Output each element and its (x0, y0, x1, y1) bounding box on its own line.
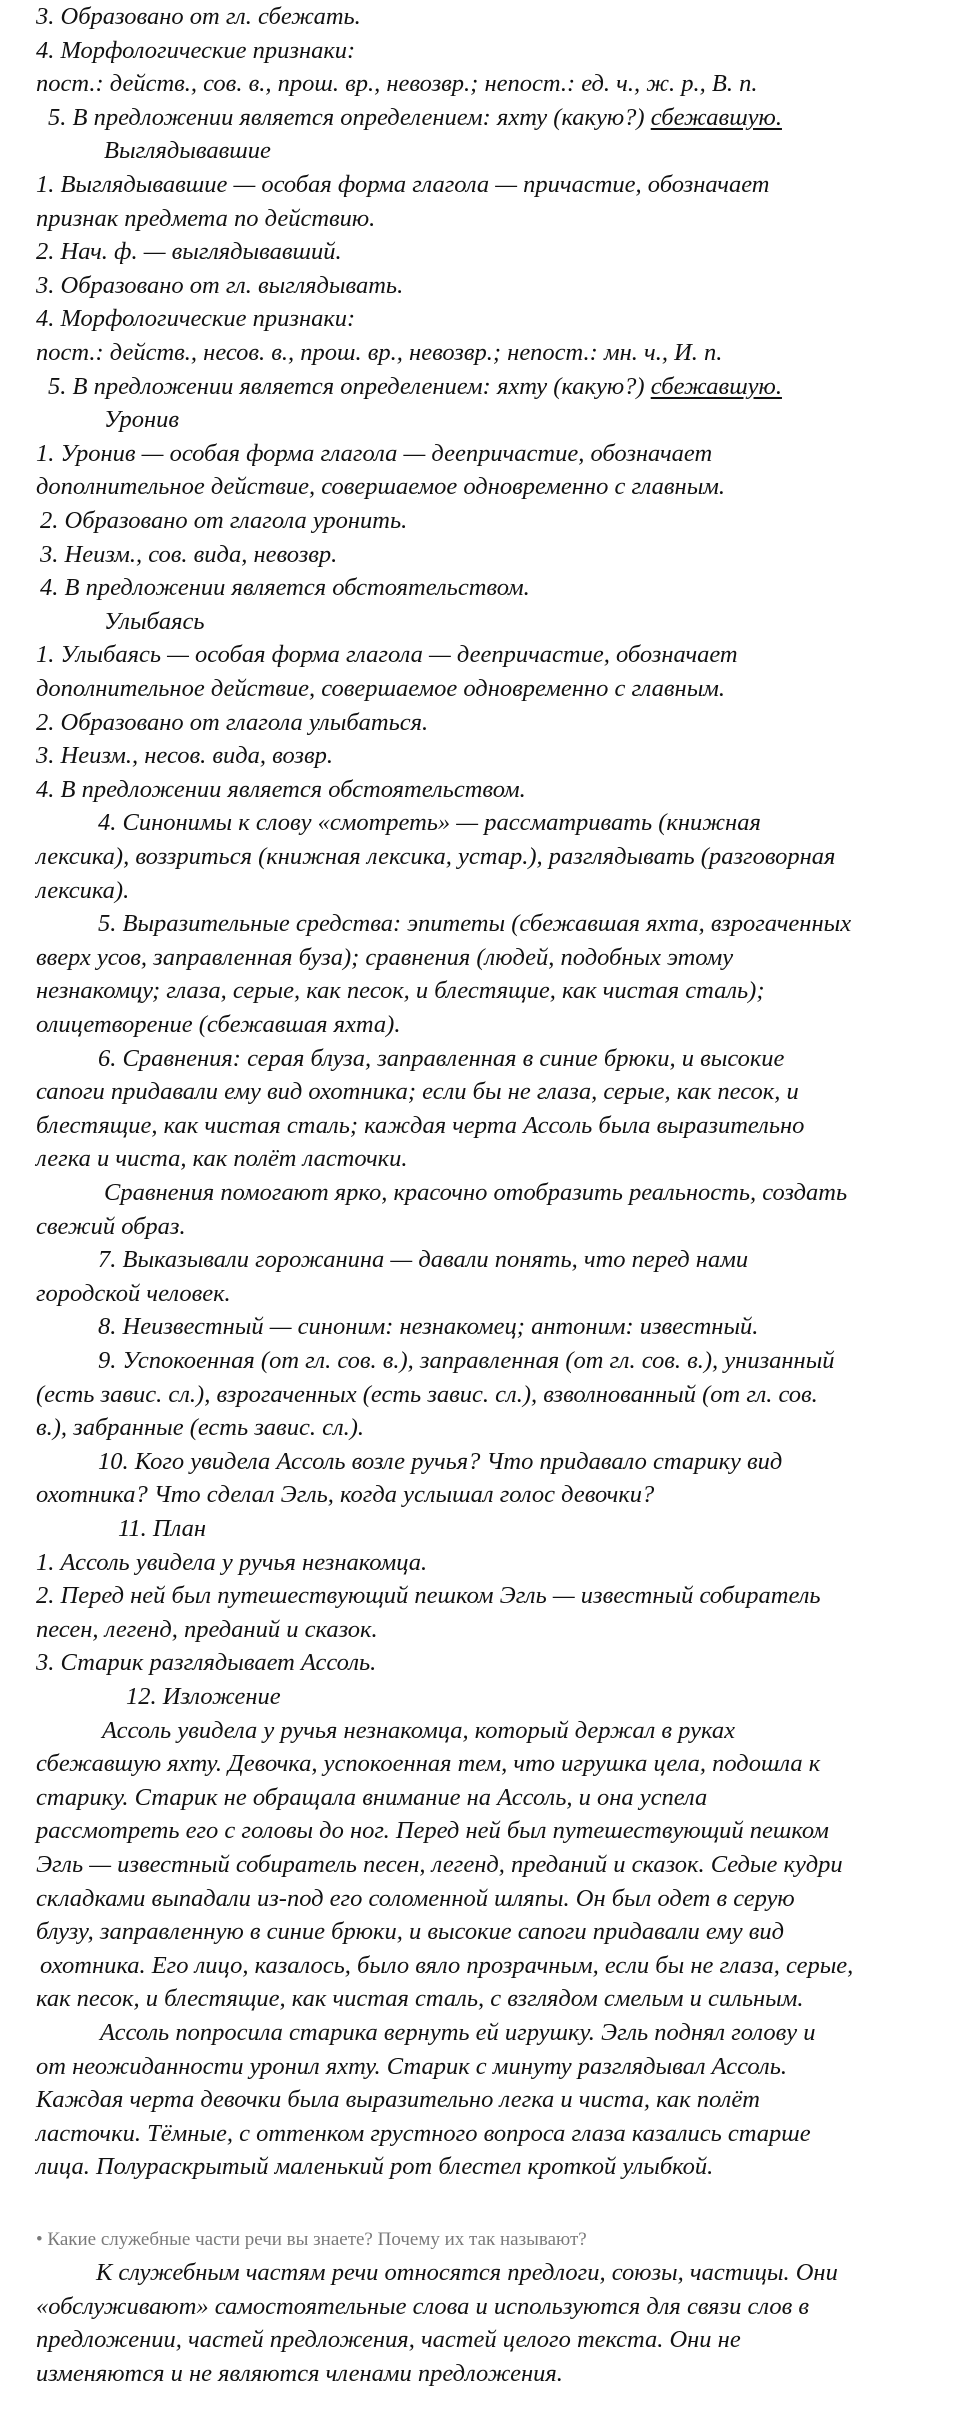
line-text: 7. Выказывали горожанина — давали понять, что перед нами (98, 1246, 749, 1274)
line-text: 4. В предложении является обстоятельством. (36, 775, 526, 803)
text-line (36, 0, 361, 34)
text-line (36, 1982, 804, 2016)
line-text: от неожиданности уронил яхту. Старик с минуту разглядывал Ассоль. (36, 2052, 788, 2080)
line-text: дополнительное действие, совершаемое одновременно с главным. (36, 675, 726, 702)
text-line (36, 773, 526, 807)
line-text: 4. Морфологические признаки: (36, 36, 356, 64)
text-line (40, 571, 530, 605)
text-line (36, 1478, 654, 1512)
text-line (36, 840, 835, 874)
text-line (36, 1848, 843, 1882)
line-text: Каждая черта девочки была выразительно легка и чиста, как полёт (36, 2086, 760, 2114)
line-text: 2. Нач. ф. — выглядывавший. (36, 238, 342, 266)
line-text: 6. Сравнения: серая блуза, заправленная в синие брюки, и высокие (98, 1044, 785, 1072)
line-text: в.), забранные (есть завис. сл.). (36, 1414, 365, 1442)
line-text: «обслуживают» самостоятельные слова и используются для связи слов в (36, 2292, 809, 2320)
line-text: (есть завис. сл.), взрогаченных (есть завис. сл.), взволнованный (от гл. сов. (36, 1380, 818, 1408)
text-line (36, 1747, 820, 1781)
text-line (104, 134, 271, 168)
line-text: 2. Образовано от глагола уронить. (40, 507, 408, 534)
text-line (126, 1680, 281, 1714)
line-text: Ассоль попросила старика вернуть ей игрушку. Эгль поднял голову и (100, 2019, 816, 2046)
line-text: легка и чиста, как полёт ласточки. (36, 1145, 408, 1173)
line-text: складками выпадали из-под его соломенной шляпы. Он был одет в серую (36, 1884, 795, 1912)
text-line (36, 2323, 741, 2357)
text-line (36, 2083, 760, 2117)
line-text: незнакомцу; глаза, серые, как песок, и блестящие, как чистая сталь); (36, 977, 765, 1005)
text-line (36, 470, 725, 504)
line-text: 4. Синонимы к слову «смотреть» — рассматривать (книжная (98, 809, 761, 837)
line-text: 2. Образовано от глагола улыбаться. (36, 708, 429, 736)
line-text: 4. В предложении является обстоятельством. (40, 574, 530, 602)
text-line (36, 269, 403, 303)
line-text: Уронив (104, 406, 180, 434)
line-text: признак предмета по действию. (36, 204, 376, 232)
line-text: пост.: действ., несов. в., прош. вр., невозвр.; непост.: мн. ч., И. п. (36, 339, 723, 366)
text-line (36, 1646, 376, 1680)
text-line (40, 1949, 853, 1983)
text-line (36, 1210, 186, 1244)
text-line (36, 336, 722, 370)
text-line (36, 437, 712, 471)
line-text: Улыбаясь (104, 607, 205, 635)
text-line (36, 2357, 563, 2391)
text-line (36, 1378, 818, 1412)
line-text: песен, легенд, преданий и сказок. (36, 1615, 378, 1643)
line-text: старику. Старик не обращала внимание на Ассоль, и она успела (36, 1783, 708, 1811)
line-text: городской человек. (36, 1279, 231, 1307)
text-line (104, 403, 179, 437)
line-text: 3. Образовано от гл. сбежать. (36, 3, 361, 30)
line-text: Ассоль увидела у ручья незнакомца, который держал в руках (102, 1716, 735, 1744)
line-text: 3. Неизм., сов. вида, невозвр. (40, 540, 338, 568)
text-line (36, 235, 342, 269)
line-text: свежий образ. (36, 1212, 186, 1240)
line-text: лексика), воззриться (книжная лексика, устар.), разглядывать (разговорная (36, 843, 836, 870)
text-line (40, 504, 407, 538)
line-text: олицетворение (сбежавшая яхта). (36, 1011, 401, 1038)
text-line (36, 1277, 231, 1311)
line-text: лексика). (36, 876, 130, 904)
text-line (36, 941, 733, 975)
line-text: 3. Образовано от гл. выглядывать. (36, 271, 404, 299)
text-line (36, 2290, 809, 2324)
text-line (36, 1781, 707, 1815)
text-line (98, 1310, 758, 1344)
line-text: как песок, и блестящие, как чистая сталь, с взглядом смелым и сильным. (36, 1985, 804, 2013)
text-line (36, 874, 129, 908)
line-text: ласточки. Тёмные, с оттенком грустного вопроса глаза казались старше (36, 2119, 811, 2147)
text-line (98, 1042, 784, 1076)
text-line (100, 2016, 816, 2050)
line-text: рассмотреть его с головы до ног. Перед ней был путешествующий пешком (36, 1817, 829, 1845)
text-line (98, 1344, 835, 1378)
line-text: 2. Перед ней был путешествующий пешком Эгль — известный собиратель (36, 1582, 821, 1610)
text-line (36, 1008, 400, 1042)
line-text: 12. Изложение (126, 1683, 281, 1710)
text-line (36, 1882, 795, 1916)
text-line (36, 2150, 713, 2184)
text-line (36, 2050, 787, 2084)
line-text: дополнительное действие, совершаемое одновременно с главным. (36, 473, 726, 501)
line-text: охотника? Что сделал Эгль, когда услышал голос девочки? (36, 1481, 655, 1509)
text-line (36, 1142, 408, 1176)
line-text: 5. В предложении является определением: яхту (какую?) (48, 103, 645, 131)
line-text: 3. Неизм., несов. вида, возвр. (36, 742, 333, 770)
line-text: 1. Ассоль увидела у ручья незнакомца. (36, 1548, 428, 1576)
line-text: 1. Уронив — особая форма глагола — деепричастие, обозначает (36, 439, 713, 467)
line-text: 1. Улыбаясь — особая форма глагола — деепричастие, обозначает (36, 641, 738, 669)
line-text: 11. План (118, 1515, 207, 1542)
text-line (118, 1512, 206, 1546)
text-line (36, 1915, 784, 1949)
line-text: изменяются и не являются членами предложения. (36, 2359, 563, 2387)
line-text: 10. Кого увидела Ассоль возле ручья? Что придавало старику вид (98, 1447, 783, 1475)
text-line (36, 1075, 799, 1109)
line-text: 5. В предложении является определением: яхту (какую?) (48, 372, 645, 400)
line-text: сбежавшую яхту. Девочка, успокоенная тем, что игрушка цела, подошла к (36, 1750, 821, 1778)
question-text: • Какие служебные части речи вы знаете? Почему их так называют? (36, 2229, 587, 2250)
text-line (36, 302, 355, 336)
line-text: 3. Старик разглядывает Ассоль. (36, 1649, 377, 1677)
line-text: охотника. Его лицо, казалось, было вяло прозрачным, если бы не глаза, серые, (40, 1951, 854, 1979)
line-text: вверх усов, заправленная буза); сравнения (людей, подобных этому (36, 943, 734, 971)
text-line (36, 202, 375, 236)
line-text: 1. Выглядывавшие — особая форма глагола — причастие, обозначает (36, 171, 770, 198)
text-line (36, 739, 333, 773)
text-line (48, 370, 782, 404)
text-line (36, 1814, 829, 1848)
line-text: 8. Неизвестный — синоним: незнакомец; антоним: известный. (98, 1313, 759, 1341)
line-text: блестящие, как чистая сталь; каждая черта Ассоль была выразительно (36, 1111, 805, 1139)
text-line (96, 2256, 838, 2290)
text-line (48, 101, 782, 135)
text-line (36, 706, 428, 740)
text-line (36, 1411, 364, 1445)
text-line (36, 1109, 804, 1143)
text-line (36, 638, 738, 672)
text-line (104, 1176, 847, 1210)
line-text: Сравнения помогают ярко, красочно отобразить реальность, создать (104, 1179, 848, 1206)
line-text: Выглядывавшие (104, 137, 271, 165)
line-text: 5. Выразительные средства: эпитеты (сбежавшая яхта, взрогаченных (98, 910, 852, 938)
text-line (98, 1445, 782, 1479)
text-line (40, 538, 337, 572)
text-line (102, 1714, 735, 1748)
text-line (98, 806, 761, 840)
text-line (36, 1579, 821, 1613)
text-line (98, 1243, 748, 1277)
text-line (36, 34, 355, 68)
text-line (36, 67, 757, 101)
line-text: предложении, частей предложения, частей целого текста. Они не (36, 2326, 741, 2354)
text-line (98, 907, 851, 941)
text-line (36, 672, 725, 706)
underlined-word: сбежавшую. (650, 103, 782, 131)
text-line (36, 168, 769, 202)
text-line (36, 1546, 427, 1580)
line-text: К служебным частям речи относятся предлоги, союзы, частицы. Они (96, 2259, 838, 2286)
line-text: блузу, заправленную в синие брюки, и высокие сапоги придавали ему вид (36, 1918, 785, 1946)
line-text: Эгль — известный собиратель песен, легенд, преданий и сказок. Седые кудри (36, 1851, 843, 1878)
line-text: лица. Полураскрытый маленький рот блестел кроткой улыбкой. (36, 2153, 714, 2181)
line-text: 4. Морфологические признаки: (36, 305, 356, 333)
text-line (36, 2117, 811, 2151)
line-text: пост.: действ., сов. в., прош. вр., невозвр.; непост.: ед. ч., ж. р., В. п. (36, 70, 758, 98)
line-text: 9. Успокоенная (от гл. сов. в.), заправленная (от гл. сов. в.), унизанный (98, 1347, 835, 1374)
line-text: сапоги придавали ему вид охотника; если бы не глаза, серые, как песок, и (36, 1078, 799, 1106)
underlined-word: сбежавшую. (650, 372, 782, 400)
text-line (104, 605, 205, 639)
text-line (36, 974, 765, 1008)
text-line (36, 1613, 378, 1647)
